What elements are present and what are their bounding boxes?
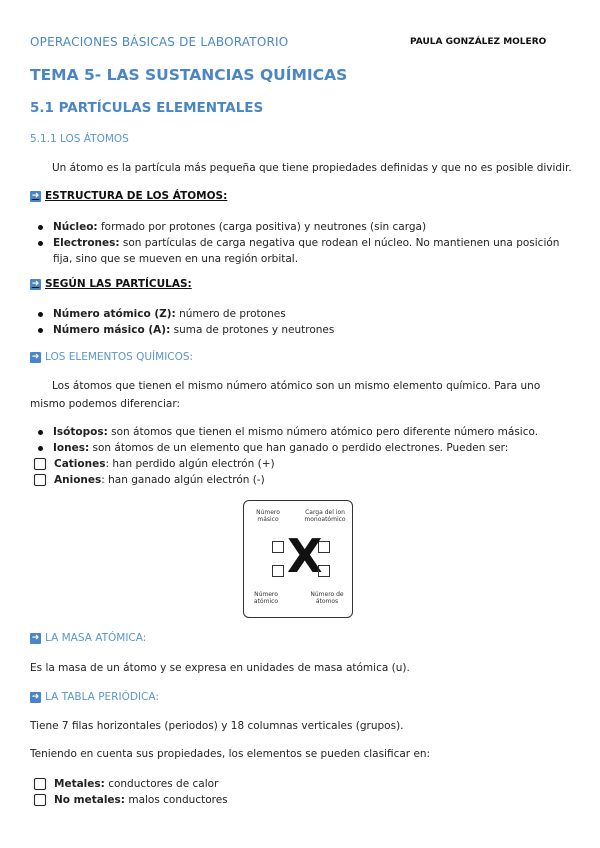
tema-title: TEMA 5- LAS SUSTANCIAS QUÍMICAS: [30, 66, 348, 84]
particulas-list: [30, 306, 570, 338]
tabla-text-1: Tiene 7 filas horizontales (periodos) y 18 columnas verticales (grupos).: [30, 720, 404, 732]
masa-heading: [30, 632, 146, 644]
bullet-icon: [38, 241, 43, 246]
item-term: Núcleo:: [53, 221, 98, 233]
bullet-icon: [38, 312, 43, 317]
item-text: : han perdido algún electrón (+): [105, 458, 275, 470]
item-text: son átomos de un elemento que han ganado o perdido electrones. Pueden ser:: [89, 442, 509, 454]
tabla-heading: [30, 691, 159, 703]
item-text: formado por protones (carga positiva) y neutrones (sin carga): [97, 221, 427, 233]
arrow-right-icon: ➜: [31, 278, 40, 289]
tabla-heading-label: LA TABLA PERIÓDICA:: [45, 691, 159, 703]
check-item: [30, 472, 570, 488]
item-term: Isótopos:: [53, 426, 108, 438]
item-text: son partículas de carga negativa que rodean el núcleo. No mantienen una posición fija, sino que se mueven en una región orbital.: [53, 237, 560, 265]
arrow-right-icon: ➜: [31, 632, 40, 643]
element-symbol: X: [287, 529, 323, 583]
check-item: [30, 792, 570, 808]
label-mass-number: Número másico: [256, 509, 280, 523]
header-author: PAULA GONZÁLEZ MOLERO: [410, 37, 547, 47]
item-text: conductores de calor: [104, 778, 219, 790]
item-text: número de protones: [175, 308, 286, 320]
list-item: [30, 306, 570, 322]
item-term: Número másico (A):: [53, 324, 171, 336]
elementos-heading: [30, 351, 193, 363]
elementos-heading-label: LOS ELEMENTOS QUÍMICOS:: [45, 351, 194, 363]
section-title: 5.1 PARTÍCULAS ELEMENTALES: [30, 100, 264, 116]
checkbox-icon: [34, 474, 46, 486]
label-atom-count: Número de átomos: [310, 591, 344, 605]
tabla-text-2: Teniendo en cuenta sus propiedades, los elementos se pueden clasificar en:: [30, 748, 431, 760]
checkbox-icon: [34, 778, 46, 790]
particulas-heading-label: SEGÚN LAS PARTÍCULAS:: [45, 278, 192, 290]
estructura-heading: [30, 190, 227, 202]
bullet-icon: [38, 446, 43, 451]
checkbox-icon: [34, 458, 46, 470]
masa-text: Es la masa de un átomo y se expresa en unidades de masa atómica (u).: [30, 662, 410, 674]
list-item: [30, 322, 570, 338]
checkbox-icon: [34, 794, 46, 806]
intro-paragraph: Un átomo es la partícula más pequeña que tiene propiedades definidas y que no es posible dividir.: [52, 162, 572, 174]
masa-heading-label: LA MASA ATÓMICA:: [45, 632, 147, 644]
list-item: [30, 219, 570, 235]
item-term: Aniones: [54, 474, 102, 486]
item-term: No metales:: [54, 794, 125, 806]
atomic-number-box: [272, 565, 284, 577]
label-ion-charge: Carga del ion monoatómico: [304, 509, 346, 523]
header-course: OPERACIONES BÁSICAS DE LABORATORIO: [30, 35, 289, 49]
item-term: Electrones:: [53, 237, 120, 249]
subsection-title: 5.1.1 LOS ÁTOMOS: [30, 133, 129, 145]
bullet-icon: [38, 328, 43, 333]
item-term: Metales:: [54, 778, 105, 790]
bullet-icon: [38, 430, 43, 435]
elementos-list: [30, 424, 570, 488]
arrow-right-icon: ➜: [31, 351, 40, 362]
item-text: son átomos que tienen el mismo número atómico pero diferente número másico.: [107, 426, 539, 438]
item-text: suma de protones y neutrones: [170, 324, 335, 336]
list-item: [30, 424, 570, 440]
check-item: [30, 456, 570, 472]
item-term: Cationes: [54, 458, 106, 470]
list-item: [30, 440, 570, 456]
item-term: Número atómico (Z):: [53, 308, 176, 320]
mass-number-box: [272, 541, 284, 553]
particulas-heading: [30, 278, 192, 290]
bullet-icon: [38, 225, 43, 230]
arrow-right-icon: ➜: [31, 190, 40, 201]
item-term: Iones:: [53, 442, 90, 454]
item-text: malos conductores: [125, 794, 228, 806]
tabla-list: [30, 776, 570, 808]
label-atomic-number: Número atómico: [253, 591, 279, 605]
elementos-paragraph: Los átomos que tienen el mismo número atómico son un mismo elemento químico. Para uno mismo podemos diferenciar:: [30, 380, 541, 410]
item-text: : han ganado algún electrón (-): [101, 474, 265, 486]
atom-notation-figure: [243, 500, 353, 618]
arrow-right-icon: ➜: [31, 691, 40, 702]
estructura-list: [30, 219, 570, 267]
atom-count-box: [318, 565, 330, 577]
check-item: [30, 776, 570, 792]
list-item: [30, 235, 570, 267]
estructura-heading-label: ESTRUCTURA DE LOS ÁTOMOS:: [45, 190, 228, 202]
